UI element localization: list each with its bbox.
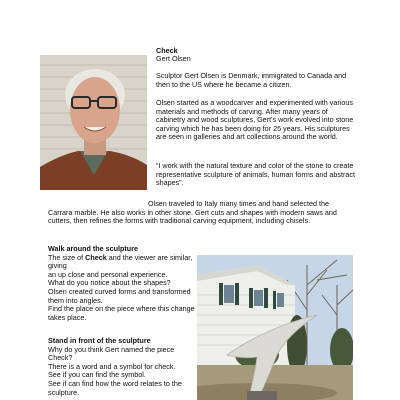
travel-line-1: Olsen traveled to Italy many times and hand selected the <box>148 199 329 208</box>
bio-paragraph-1: Sculptor Gert Olsen is Denmark, immigrated to Canada and then to the US where he became a citizen. <box>156 71 347 89</box>
walk-around-section <box>48 245 198 322</box>
walk-around-heading: Walk around the sculpture <box>48 244 138 253</box>
walk-line: The size of <box>48 252 86 262</box>
walk-line: What do you notice about the shapes? <box>48 278 171 288</box>
walk-line: Olsen created curved forms and transformed them into angles. <box>48 286 191 305</box>
stand-front-heading: Stand in front of the sculpture <box>48 336 151 345</box>
stand-front-section <box>48 337 198 397</box>
bio-paragraph-2: Olsen started as a woodcarver and experimented with various materials and methods of carving. After many years of cabinetry and wood sculptures, Gert’s work evolved into stone carving which he has been doing for 25 years. His sculptures are seen in galleries and art collections around the world. <box>156 98 354 142</box>
stand-line: There is a word and a symbol for check. <box>48 361 176 371</box>
artist-portrait <box>40 55 147 190</box>
walk-title-ref: Check <box>85 252 107 262</box>
stand-line: See if you can find the symbol. <box>48 370 146 380</box>
artist-name: Gert Olsen <box>156 54 191 63</box>
stand-line: See if can find how the word relates to the sculpture. <box>48 378 182 397</box>
artist-quote: “I work with the natural texture and color of the stone to create representative sculpture of animals, human forms and abstract shapes”. <box>156 161 355 188</box>
walk-line: and the viewer are similar, giving <box>48 252 193 271</box>
sculpture-title: Check <box>156 46 178 55</box>
sculpture-photo <box>197 255 353 400</box>
travel-line-2: Carrara marble. He also works in other stone. Gert cuts and shapes with modern saws and cutters, then refines the forms with traditional carving equipment, including chisels. <box>48 207 337 226</box>
travel-paragraph <box>48 200 354 226</box>
walk-line: Find the place on the piece where this change takes place. <box>48 304 195 322</box>
stand-line: Why do you think Gert named the piece Check? <box>48 344 175 363</box>
walk-line: an up close and personal experience. <box>48 269 168 279</box>
